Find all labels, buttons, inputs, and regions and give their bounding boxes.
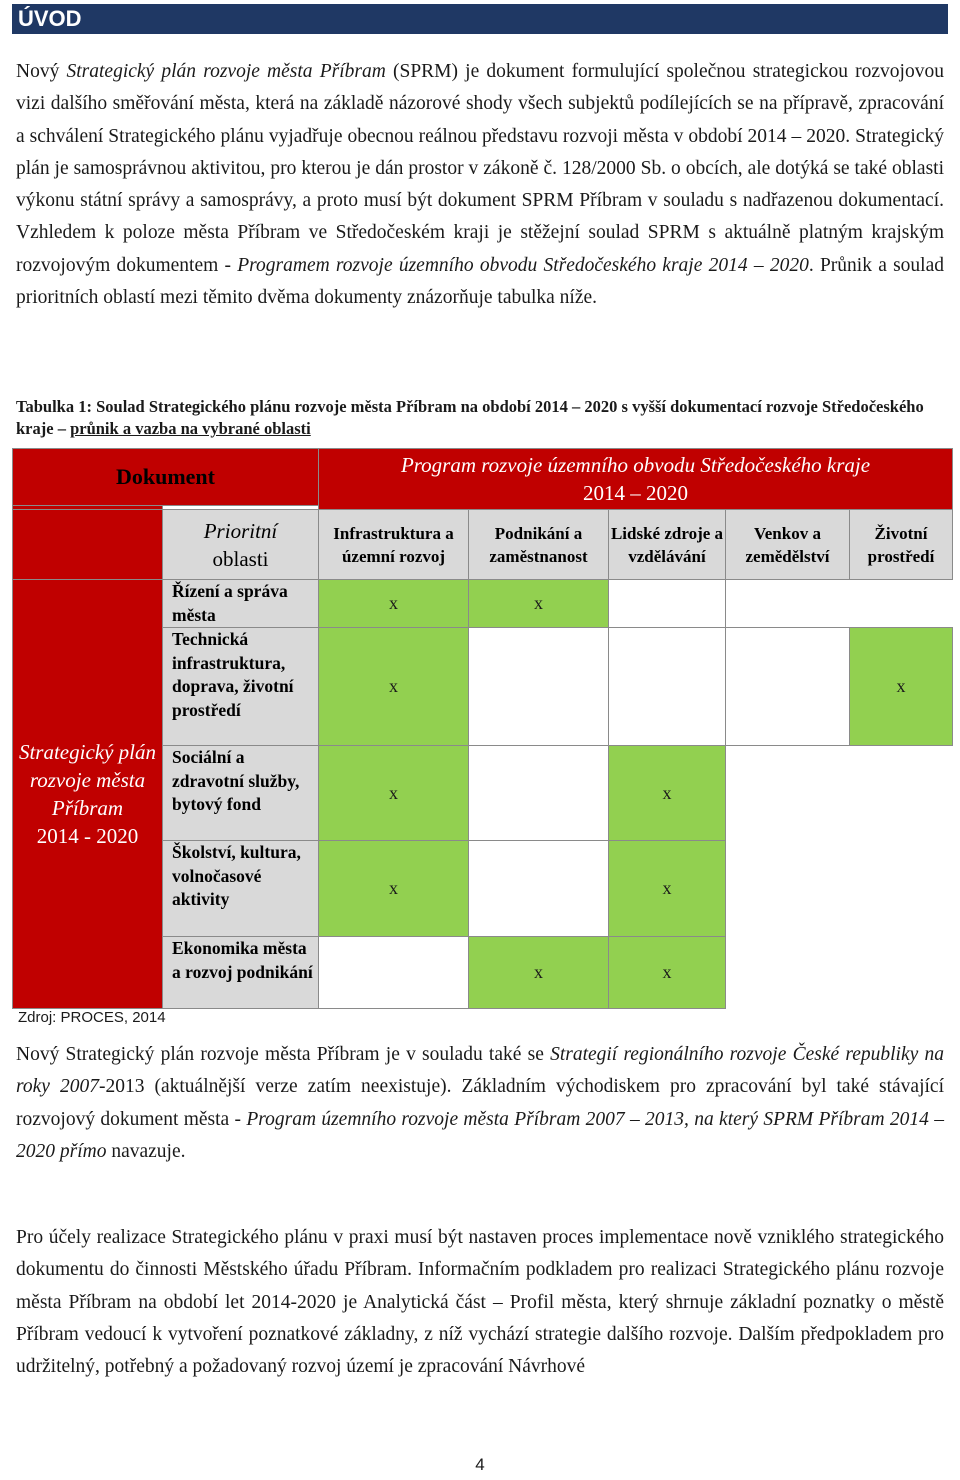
- sprm-label: Strategický plán rozvoje města Příbram 2014 - 2020: [13, 580, 163, 1009]
- priority-area: Sociální a zdravotní služby, bytový fond: [163, 746, 319, 841]
- priority-area: Řízení a správa města: [163, 580, 319, 628]
- section-heading: ÚVOD: [12, 4, 948, 34]
- table-source: Zdroj: PROCES, 2014: [18, 1009, 166, 1026]
- empty-cell: [469, 841, 609, 937]
- match-cell: x: [609, 937, 726, 1009]
- page-number: 4: [475, 1455, 485, 1474]
- match-cell: x: [469, 937, 609, 1009]
- column-header: Venkov a zemědělství: [726, 510, 850, 580]
- empty-cell: [609, 580, 726, 628]
- column-header: Podnikání a zaměstnanost: [469, 510, 609, 580]
- alignment-table: [12, 448, 953, 1009]
- priority-area: Technická infrastruktura, doprava, životní prostředí: [163, 628, 319, 746]
- match-cell: x: [319, 841, 469, 937]
- priority-areas-header: Prioritní oblasti: [163, 510, 319, 580]
- priority-area: Školství, kultura, volnočasové aktivity: [163, 841, 319, 937]
- empty-cell: [469, 746, 609, 841]
- table-row: [13, 580, 953, 628]
- table-caption: Tabulka 1: Soulad Strategického plánu rozvoje města Příbram na období 2014 – 2020 s vyšší dokumentací rozvoje Středočeského kraje – průnik a vazba na vybrané oblasti: [16, 397, 924, 438]
- match-cell: x: [319, 746, 469, 841]
- match-cell: x: [319, 580, 469, 628]
- intro-paragraph: Nový Strategický plán rozvoje města Příbram (SPRM) je dokument formulující společnou strategickou rozvojovou vizi dalšího směřování města, která na základě názorové shody všech subjektů podílejících se na přípravě, zpracování a schválení Strategického plánu vyjadřuje obecnou reálnou představu rozvoji města v období 2014 – 2020. Strategický plán je samosprávnou aktivitou, pro kterou je dán prostor v zákoně č. 128/2000 Sb. o obcích, ale dotýká se také oblasti výkonu státní správy a samosprávy, a proto musí být dokument SPRM Příbram v souladu s nadřazenou dokumentací. Vzhledem k poloze města Příbram ve Středočeském kraji je stěžejní soulad SPRM s aktuálně platným krajským rozvojovým dokumentem - Programem rozvoje územního obvodu Středočeského kraje 2014 – 2020. Průnik a soulad prioritních oblastí mezi těmito dvěma dokumenty znázorňuje tabulka níže.: [16, 61, 944, 309]
- empty-cell: [469, 628, 609, 746]
- empty-cell: [726, 746, 953, 1009]
- column-header: Lidské zdroje a vzdělávání: [609, 510, 726, 580]
- column-header: Životní prostředí: [850, 510, 953, 580]
- empty-cell: [319, 937, 469, 1009]
- match-cell: x: [850, 628, 953, 746]
- program-header: Program rozvoje územního obvodu Středočeského kraje 2014 – 2020: [319, 449, 953, 510]
- priority-area: Ekonomika města a rozvoj podnikání: [163, 937, 319, 1009]
- paragraph-3: Pro účely realizace Strategického plánu v praxi musí být nastaven proces implementace nově vzniklého strategického dokumentu do činnosti Městského úřadu Příbram. Informačním podkladem pro realizaci Strategického plánu rozvoje města Příbram na období let 2014-2020 je Analytická část – Profil města, který shrnuje základní poznatky o městě Příbram vedoucí k vytvoření poznatkové základny, z níž vychází strategie dalšího rozvoje. Dalším předpokladem pro udržitelný, potřebný a požadovaný rozvoj území je zpracování Návrhové: [16, 1227, 944, 1378]
- paragraph-2: Nový Strategický plán rozvoje města Příbram je v souladu také se Strategií regionálního rozvoje České republiky na roky 2007-2013 (aktuálnější verze zatím neexistuje). Základním východiskem pro zpracování byl také stávající rozvojový dokument města - Program územního rozvoje města Příbram 2007 – 2013, na který SPRM Příbram 2014 – 2020 přímo navazuje.: [16, 1044, 944, 1162]
- empty-cell: [609, 628, 726, 746]
- empty-cell: [726, 628, 850, 746]
- match-cell: x: [609, 841, 726, 937]
- match-cell: x: [319, 628, 469, 746]
- column-header: Infrastruktura a územní rozvoj: [319, 510, 469, 580]
- match-cell: x: [469, 580, 609, 628]
- match-cell: x: [609, 746, 726, 841]
- dokument-header: Dokument: [13, 449, 319, 506]
- empty-cell: [726, 580, 953, 628]
